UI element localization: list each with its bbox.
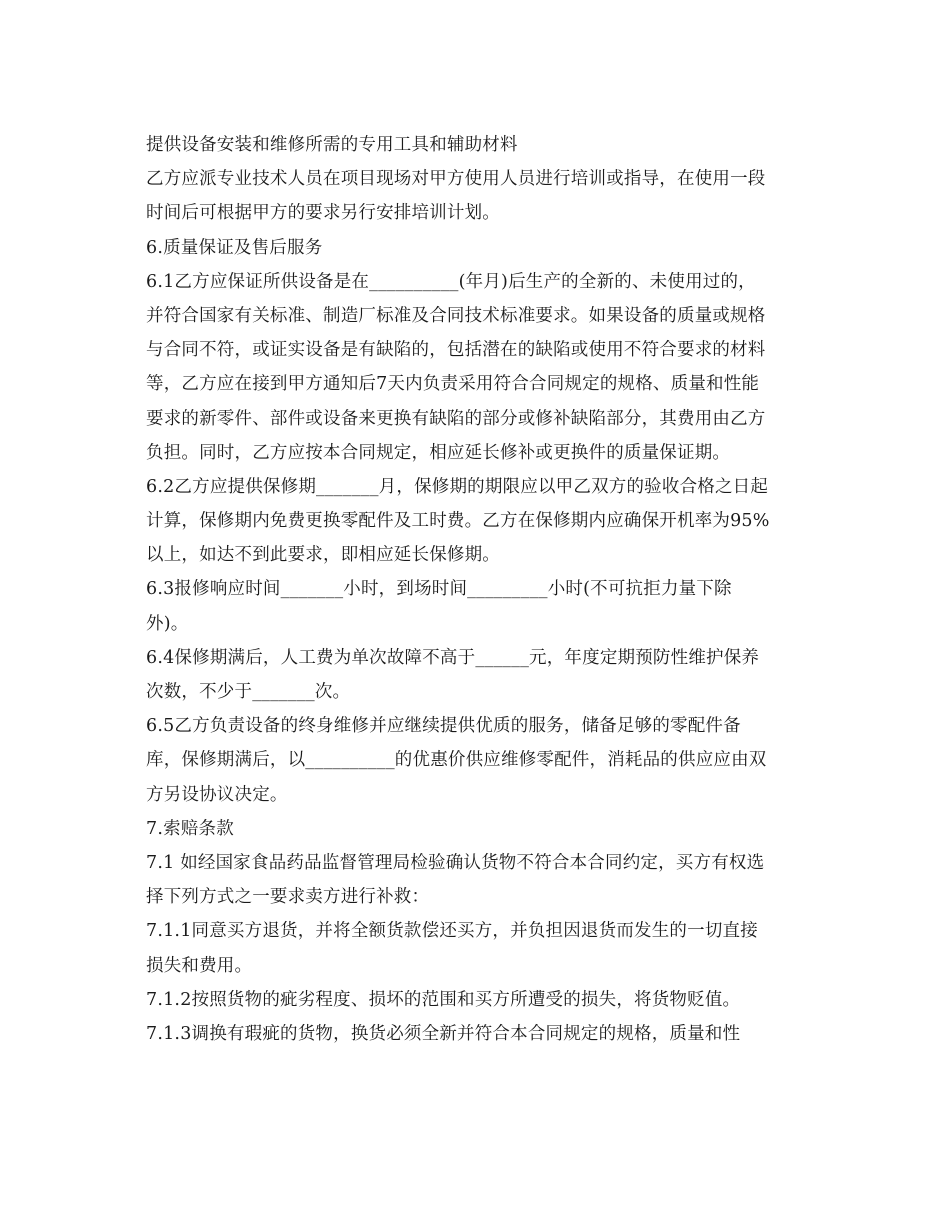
text-line: 要求的新零件、部件或设备来更换有缺陷的部分或修补缺陷部分，其费用由乙方 [146,408,766,429]
section-heading-6: 6.质量保证及售后服务 [146,237,323,258]
section-heading-7: 7.索赔条款 [146,818,234,839]
clause-7-1-2: 7.1.2按照货物的疵劣程度、损坏的范围和买方所遭受的损失，将货物贬值。 [146,989,741,1010]
text-line: 损失和费用。 [146,955,253,976]
clause-7-1-3: 7.1.3调换有瑕疵的货物，换货必须全新并符合本合同规定的规格，质量和性 [146,1023,741,1044]
text-line: 次数，不少于_______次。 [146,682,351,702]
text-line: 负担。同时，乙方应按本合同规定，相应延长修补或更换件的质量保证期。 [146,442,731,463]
document-body [146,128,806,1051]
clause-6-1: 6.1乙方应保证所供设备是在__________(年月)后生产的全新的、未使用过的， [146,271,756,292]
clause-7-1: 7.1 如经国家食品药品监督管理局检验确认货物不符合本合同约定，买方有权选 [146,852,765,873]
text-line: 外)。 [146,613,189,634]
text-line: 以上，如达不到此要求，即相应延长保修期。 [146,545,500,566]
text-line: 与合同不符，或证实设备是有缺陷的，包括潜在的缺陷或使用不符合要求的材料 [146,340,766,361]
text-line: 乙方应派专业技术人员在项目现场对甲方使用人员进行培训或指导，在使用一段 [146,169,766,190]
text-line: 提供设备安装和维修所需的专用工具和辅助材料 [146,135,518,155]
text-line: 方另设协议决定。 [146,784,288,805]
clause-6-2: 6.2乙方应提供保修期_______月，保修期的期限应以甲乙双方的验收合格之日起 [146,476,769,497]
text-line: 并符合国家有关标准、制造厂标准及合同技术标准要求。如果设备的质量或规格 [146,305,766,326]
text-line: 择下列方式之一要求卖方进行补救： [146,887,430,908]
clause-7-1-1: 7.1.1同意买方退货，并将全额货款偿还买方，并负担因退货而发生的一切直接 [146,921,758,942]
clause-6-4: 6.4保修期满后，人工费为单次故障不高于______元，年度定期预防性维护保养 [146,647,760,668]
text-line: 计算，保修期内免费更换零配件及工时费。乙方在保修期内应确保开机率为95% [146,511,770,532]
clause-6-3: 6.3报修响应时间_______小时，到场时间_________小时(不可抗拒力量下除 [146,579,732,600]
text-line: 库，保修期满后，以__________的优惠价供应维修零配件，消耗品的供应应由双 [146,750,767,771]
text-line: 时间后可根据甲方的要求另行安排培训计划。 [146,203,500,224]
text-line: 等，乙方应在接到甲方通知后7天内负责采用符合合同规定的规格、质量和性能 [146,374,760,395]
clause-6-5: 6.5乙方负责设备的终身维修并应继续提供优质的服务，储备足够的零配件备 [146,716,741,737]
